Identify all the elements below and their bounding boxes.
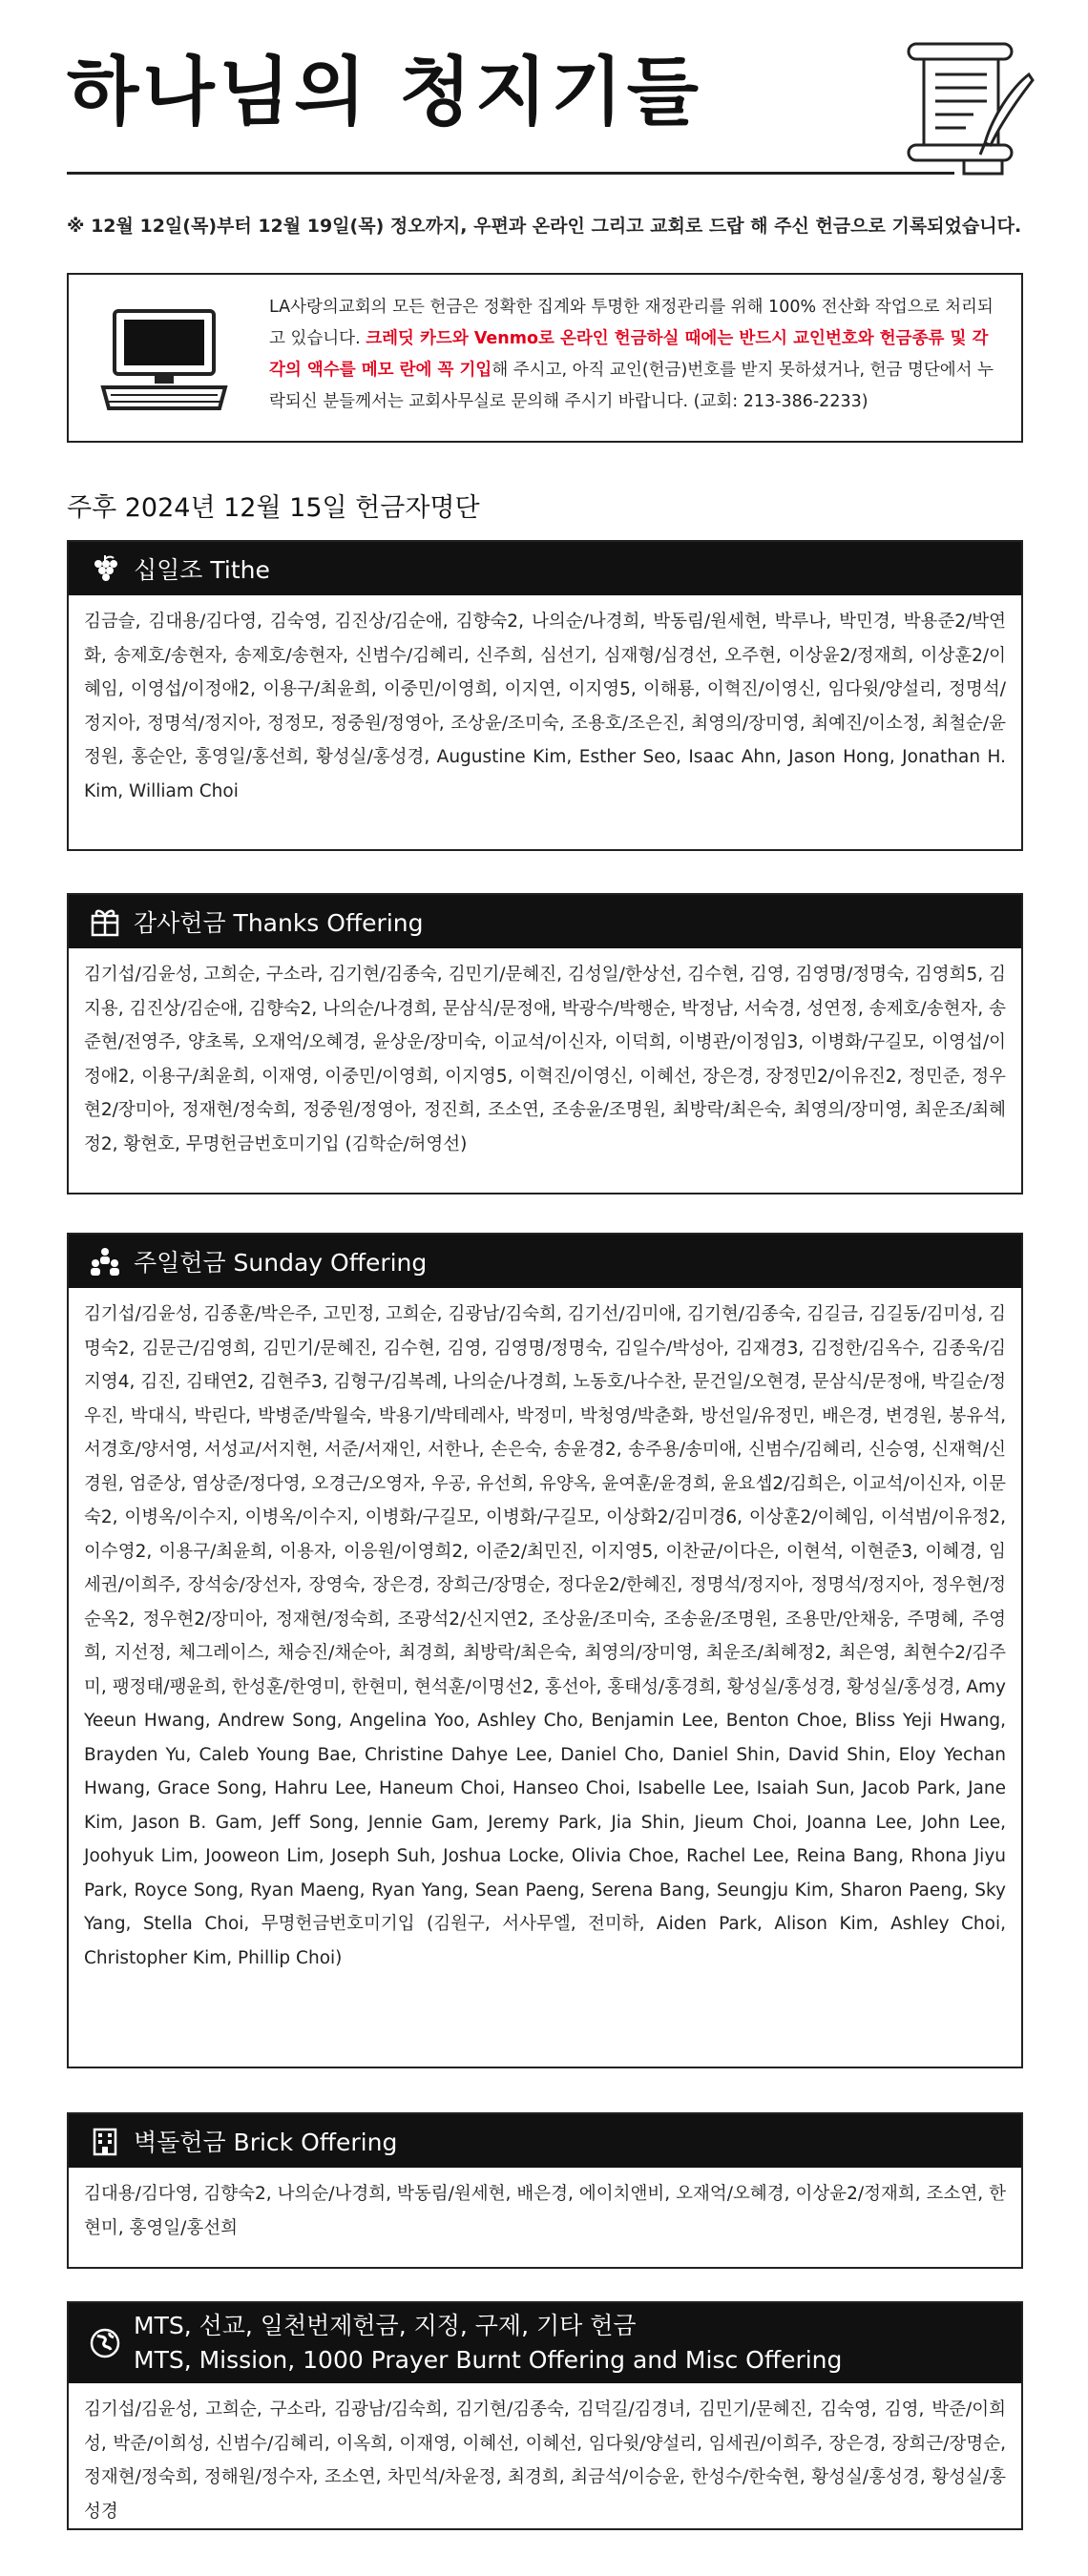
people-icon bbox=[88, 1244, 122, 1278]
page-title: 하나님의 청지기들 bbox=[67, 50, 702, 135]
section-names: 김기섭/김윤성, 고희순, 구소라, 김기현/김종숙, 김민기/문혜진, 김성일/한상선, 김수현, 김영, 김영명/정명숙, 김영희5, 김지용, 김진상/김순애, 김향숙2, 나의순/나경희, 문삼식/문정애, 박광수/박행순, 박정남, 서숙경, 성연정, 송제호/송현자, 송준현/전영주, 양초록, 오재억/오혜경, 윤상운/장미숙, 이교석/이신자, 이덕희, 이병관/이정임3, 이병화/구길모, 이영섭/이정애2, 이용구/최윤희, 이재영, 이중민/이영희, 이지영5, 이혁진/이영신, 이혜선, 장은경, 장정민2/이유진2, 정민준, 정우현2/장미아, 정재현/정숙희, 정중원/정영아, 정진희, 조소연, 조송윤/조명원, 최방락/최은숙, 최영의/장미영, 최운조/최혜정2, 황현호, 무명헌금번호미기입 (김학순/허영선) bbox=[84, 965, 1006, 1154]
list-subheading: 주후 2024년 12월 15일 헌금자명단 bbox=[67, 493, 480, 523]
section-header bbox=[69, 542, 1021, 595]
info-text-highlight: 크레딧 카드와 Venmo로 온라인 헌금하실 때에는 반드시 교인번호와 헌금종류 및 각각의 액수를 메모 란에 꼭 기입 bbox=[269, 329, 989, 380]
header bbox=[67, 38, 1031, 200]
scroll-and-quill-icon bbox=[897, 31, 1040, 183]
section-names: 김기섭/김윤성, 김종훈/박은주, 고민정, 고희순, 김광남/김숙희, 김기선/김미애, 김기현/김종숙, 김길금, 김길동/김미성, 김명숙2, 김문근/김영희, 김민기/문혜진, 김수현, 김영, 김영명/정명숙, 김일수/박성아, 김재경3, 김정한/김옥수, 김종욱/김지영4, 김진, 김태연2, 김현주3, 김형구/김복례, 나의순/나경희, 노동호/나수찬, 문건일/오현경, 문삼식/문정애, 박길순/정우진, 박대식, 박린다, 박병준/박월숙, 박용기/박테레사, 박정미, 박청영/박춘화, 방선일/유정민, 배은경, 변경원, 봉유석, 서경호/양서영, 서성교/서지현, 서준/서재인, 서한나, 손은숙, 송윤경2, 송주용/송미애, 신범수/김혜리, 신승영, 신재혁/신경원, 엄준상, 염상준/정다영, 오경근/오영자, 우공, 유선희, 유양옥, 윤여훈/윤경희, 윤요셉2/김희은, 이교석/이신자, 이문숙2, 이병옥/이수지, 이병옥/이수지, 이병화/구길모, 이병화/구길모, 이상화2/김미경6, 이상훈2/이혜임, 이석범/이유정2, 이수영2, 이용구/최윤희, 이용자, 이응원/이영희2, 이준2/최민진, 이지영5, 이찬균/이다은, 이현석, 이현준3, 이혜경, 임세권/이희주, 장석숭/장선자, 장영숙, 장은경, 장희근/장명순, 정다운2/한혜진, 정명석/정지아, 정명석/정지아, 정우현/정순옥2, 정우현2/장미아, 정재현/정숙희, 조광석2/신지연2, 조상윤/조미숙, 조송윤/조명원, 조용만/안채웅, 주명혜, 주영희, 지선정, 체그레이스, 채승진/채순아, 최경희, 최방락/최은숙, 최영의/장미영, 최운조/최혜정2, 최은영, 최현수2/김주미, 팽정태/팽윤희, 한성훈/한영미, 한현미, 현석훈/이명선2, 홍선아, 홍태성/홍경희, 황성실/홍성경, 황성실/홍성경, Amy Yeeun Hwang, Andrew Song, Angelina Yoo, Ashley Cho, Benjamin Lee, Benton Choe, Bliss Yeji Hwang, Brayden Yu, Caleb Young Bae, Christine Dahye Lee, Daniel Cho, Daniel Shin, David Shin, Eloy Yechan Hwang, Grace Song, Hahru Lee, Haneum Choi, Hanseo Choi, Isabelle Lee, Isaiah Sun, Jacob Park, Jane Kim, Jason B. Gam, Jeff Song, Jennie Gam, Jeremy Park, Jia Shin, Jieum Choi, Joanna Lee, John Lee, Joohyuk Lim, Jooweon Lim, Joseph Suh, Joshua Locke, Olivia Choe, Rachel Lee, Reina Bang, Rhona Jiyu Park, Royce Song, Ryan Maeng, Ryan Yang, Sean Paeng, Serena Bang, Seungju Kim, Sharon Paeng, Sky Yang, Stella Choi, 무명헌금번호미기입 (김원구, 서사무엘, 전미하, Aiden Park, Alison Kim, Ashley Choi, Christopher Kim, Phillip Choi) bbox=[84, 1304, 1006, 1968]
section-names: 김대용/김다영, 김향숙2, 나의순/나경희, 박동림/원세현, 배은경, 에이치앤비, 오재억/오혜경, 이상윤2/정재희, 조소연, 한현미, 홍영일/홍선희 bbox=[84, 2184, 1006, 2238]
section-thanks-offering bbox=[67, 893, 1023, 1195]
section-title: 벽돌헌금 Brick Offering bbox=[134, 2129, 398, 2156]
section-names: 김기섭/김윤성, 고희순, 구소라, 김광남/김숙희, 김기현/김종숙, 김덕길/김경녀, 김민기/문혜진, 김숙영, 김영, 박준/이희성, 박준/이희성, 신범수/김혜리, 이옥희, 이재영, 이혜선, 이혜선, 임다윗/양설리, 임세권/이희주, 장은경, 장희근/장명순, 정재현/정숙희, 정해원/정수자, 조소연, 차민석/차윤정, 최경희, 최금석/이승윤, 한성수/한숙현, 황성실/홍성경, 황성실/홍성경 bbox=[84, 2399, 1006, 2522]
gift-icon bbox=[88, 904, 122, 939]
notice-text: ※ 12월 12일(목)부터 12월 19일(목) 정오까지, 우편과 온라인 그리고 교회로 드랍 해 주신 헌금으로 기록되었습니다. bbox=[67, 216, 1022, 237]
globe-icon bbox=[88, 2326, 122, 2360]
section-title: 감사헌금 Thanks Offering bbox=[134, 909, 424, 937]
section-header bbox=[69, 895, 1021, 948]
section-names: 김금슬, 김대용/김다영, 김숙영, 김진상/김순애, 김향숙2, 나의순/나경희, 박동림/원세현, 박루나, 박민경, 박용준2/박연화, 송제호/송현자, 송제호/송현자, 신범수/김혜리, 신주희, 심선기, 심재형/심경선, 오주현, 이상윤2/정재희, 이상훈2/이혜임, 이영섭/이정애2, 이용구/최윤희, 이중민/이영희, 이지연, 이지영5, 이해룡, 이혁진/이영신, 임다윗/양설리, 정명석/정지아, 정명석/정지아, 정정모, 정중원/정영아, 조상윤/조미숙, 조용호/조은진, 최영의/장미영, 최예진/이소정, 최철순/윤정원, 홍순안, 홍영일/홍선희, 황성실/홍성경, Augustine Kim, Esther Seo, Isaac Ahn, Jason Hong, Jonathan H. Kim, William Choi bbox=[84, 612, 1006, 801]
section-brick-offering bbox=[67, 2112, 1023, 2269]
section-title-english: MTS, Mission, 1000 Prayer Burnt Offering and Misc Offering bbox=[134, 2346, 843, 2374]
section-tithe bbox=[67, 540, 1023, 851]
grape-icon bbox=[88, 551, 122, 586]
info-text-normal-2: 해 주시고, 아직 교인(헌금)번호를 받지 못하셨거나, 헌금 명단에서 누락되신 분들께서는 교회사무실로 문의해 주시기 바랍니다. (교회: 213-386-2233) bbox=[269, 361, 994, 411]
building-icon bbox=[88, 2124, 122, 2158]
computer-icon bbox=[97, 307, 231, 412]
title-underline bbox=[67, 172, 954, 175]
section-sunday-offering bbox=[67, 1233, 1023, 2068]
section-title: MTS, 선교, 일천번제헌금, 지정, 구제, 기타 헌금 bbox=[134, 2312, 637, 2339]
section-title-group bbox=[134, 2309, 842, 2378]
info-text-normal-1: LA사랑의교회의 모든 헌금은 정확한 집계와 투명한 재정관리를 위해 100% 전산화 작업으로 처리되고 있습니다. bbox=[269, 298, 994, 348]
info-text bbox=[269, 292, 1004, 418]
section-mission-offering bbox=[67, 2301, 1023, 2530]
info-box bbox=[67, 273, 1023, 443]
section-header bbox=[69, 1235, 1021, 1288]
section-header bbox=[69, 2114, 1021, 2168]
section-title: 주일헌금 Sunday Offering bbox=[134, 1249, 428, 1277]
section-title: 십일조 Tithe bbox=[134, 556, 270, 584]
section-header bbox=[69, 2303, 1021, 2383]
